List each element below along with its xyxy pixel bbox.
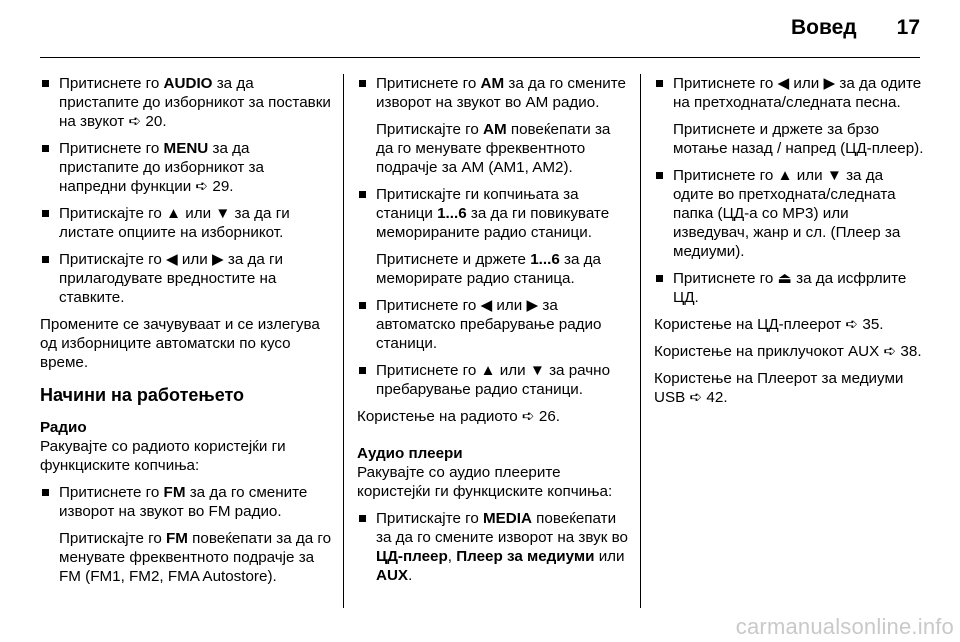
bullet-fm: Притиснете го FM за да го смените изворот на звукот во FM радио.: [40, 483, 332, 521]
bullet-presets: Притискајте ги копчињата за станици 1...6 за да ги повикувате меморираните радио станици.: [357, 185, 629, 242]
aux-usage-ref: Користење на приклучокот AUX ➪ 38.: [654, 343, 922, 360]
subheading-radio: Радио: [40, 419, 87, 436]
bullet-square-icon: [359, 80, 366, 87]
page-ref: 38.: [900, 343, 922, 360]
bullet-square-icon: [359, 302, 366, 309]
arrow-ref-icon: ➪: [845, 316, 859, 333]
column-2: [357, 74, 629, 593]
bullet-adjust-values: Притискајте го ◀ или ▶ за да ги прилагодувате вредностите на ставките.: [40, 250, 332, 307]
column-divider: [640, 74, 641, 608]
arrow-ref-icon: ➪: [195, 178, 209, 195]
subheading-audio-players: Аудио плеери: [357, 445, 463, 462]
column-3: [654, 74, 924, 415]
bullet-square-icon: [42, 210, 49, 217]
am-subparagraph: Притискајте го AM повеќепати за да го менувате фреквентното подрачје за AM (AM1, AM2).: [376, 121, 611, 176]
audio-intro: Ракувајте со аудио плеерите користејќи ги функциските копчиња:: [357, 464, 613, 500]
fm-subparagraph: Притискајте го FM повеќепати за да го менувате фреквентното подрачје за FM (FM1, FM2, FMA Autostore).: [59, 530, 332, 585]
key-audio: AUDIO: [163, 75, 213, 92]
paragraph-auto-exit: Промените се зачувуваат и се излегува од изборниците автоматски по кусо време.: [40, 316, 320, 371]
arrow-ref-icon: ➪: [689, 389, 703, 406]
source-media-player: Плеер за медиуми: [456, 548, 595, 565]
bullet-square-icon: [656, 172, 663, 179]
bullet-square-icon: [42, 256, 49, 263]
bullet-square-icon: [42, 145, 49, 152]
arrow-ref-icon: ➪: [883, 343, 897, 360]
page-title: Вовед: [791, 16, 857, 39]
key-presets: 1...6: [530, 251, 560, 268]
key-fm: FM: [166, 530, 188, 547]
cd-usage-ref: Користење на ЦД-плеерот ➪ 35.: [654, 316, 884, 333]
bullet-eject: Притиснете го ⏏ за да исфрлите ЦД.: [654, 269, 924, 307]
page-ref: 26.: [538, 408, 561, 425]
bullet-folder-skip: Притиснете го ▲ или ▼ за да одите во претходната/следната папка (ЦД-а со MP3) или изведувач, жанр и сл. (Плеер за медиуми).: [654, 166, 924, 261]
key-fm: FM: [163, 484, 186, 501]
page-ref: 35.: [862, 316, 884, 333]
key-presets: 1...6: [437, 205, 467, 222]
arrow-ref-icon: ➪: [128, 113, 142, 130]
bullet-square-icon: [656, 275, 663, 282]
bullet-square-icon: [359, 191, 366, 198]
bullet-square-icon: [359, 515, 366, 522]
page-ref: 42.: [706, 389, 728, 406]
bullet-square-icon: [42, 80, 49, 87]
bullet-media: Притискајте го MEDIA повеќепати за да го смените изворот на звук во ЦД-плеер, Плеер за медиуми или AUX.: [357, 509, 629, 585]
track-subparagraph: Притиснете и држете за брзо мотање назад / напред (ЦД-плеер).: [673, 121, 924, 157]
bullet-manual-seek: Притиснете го ▲ или ▼ за рачно пребарување радио станици.: [357, 361, 629, 399]
key-media: MEDIA: [483, 510, 532, 527]
bullet-scroll-options: Притискајте го ▲ или ▼ за да ги листате опциите на изборникот.: [40, 204, 332, 242]
radio-usage-ref: Користење на радиото ➪ 26.: [357, 408, 561, 425]
preset-subparagraph: Притиснете и држете 1...6 за да меморирате радио станица.: [376, 251, 601, 287]
source-cd: ЦД-плеер: [376, 548, 448, 565]
bullet-audio: Притиснете го AUDIO за да пристапите до изборникот за поставки на звукот ➪ 20.: [40, 74, 332, 131]
page-header: [791, 16, 920, 40]
radio-intro: Ракувајте со радиото користејќи ги функциските копчиња:: [40, 438, 286, 474]
page-ref: 20.: [145, 113, 167, 130]
bullet-menu: Притиснете го MENU за да пристапите до изборникот за напредни функции ➪ 29.: [40, 139, 332, 196]
bullet-am: Притиснете го AM за да го смените изворот на звукот во AM радио.: [357, 74, 629, 112]
bullet-auto-seek: Притиснете го ◀ или ▶ за автоматско пребарување радио станици.: [357, 296, 629, 353]
header-rule: [40, 57, 920, 58]
column-1: [40, 74, 332, 594]
arrow-ref-icon: ➪: [521, 408, 535, 425]
page-number: 17: [896, 16, 920, 39]
bullet-track-skip: Притиснете го ◀ или ▶ за да одите на претходната/следната песна.: [654, 74, 924, 112]
bullet-square-icon: [42, 489, 49, 496]
key-am: AM: [480, 75, 505, 92]
key-am: AM: [483, 121, 507, 138]
section-heading: Начини на работењето: [40, 385, 245, 405]
key-menu: MENU: [163, 140, 209, 157]
source-aux: AUX: [376, 567, 409, 584]
bullet-square-icon: [656, 80, 663, 87]
page-ref: 29.: [212, 178, 234, 195]
bullet-square-icon: [359, 367, 366, 374]
column-divider: [343, 74, 344, 608]
usb-usage-ref: Користење на Плеерот за медиуми USB ➪ 42.: [654, 370, 904, 406]
watermark: carmanualsonline.info: [735, 614, 954, 639]
